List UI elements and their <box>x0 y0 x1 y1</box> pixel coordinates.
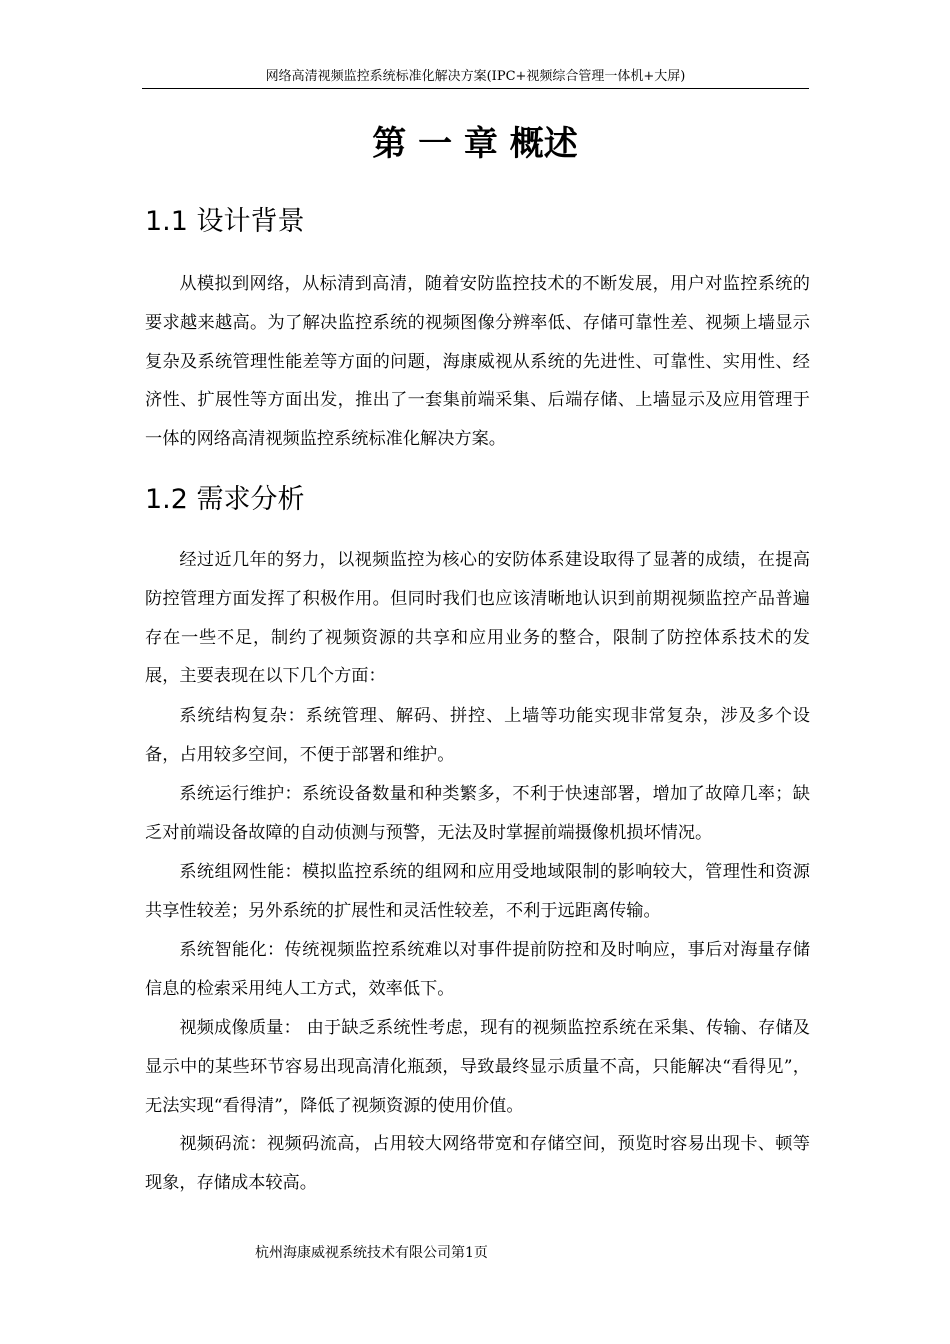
paragraph-system-maintenance: 系统运行维护：系统设备数量和种类繁多，不利于快速部署，增加了故障几率；缺乏对前端设备故障的自动侦测与预警，无法及时掌握前端摄像机损坏情况。 <box>145 784 810 843</box>
section-heading-requirements: 1.2 需求分析 <box>145 484 305 515</box>
paragraph-network-performance: 系统组网性能：模拟监控系统的组网和应用受地域限制的影响较大，管理性和资源共享性较差；另外系统的扩展性和灵活性较差，不利于远距离传输。 <box>145 862 810 921</box>
paragraph-system-structure: 系统结构复杂：系统管理、解码、拼控、上墙等功能实现非常复杂，涉及多个设备，占用较多空间，不便于部署和维护。 <box>145 706 810 765</box>
paragraph-intelligence: 系统智能化：传统视频监控系统难以对事件提前防控和及时响应，事后对海量存储信息的检索采用纯人工方式，效率低下。 <box>145 940 810 999</box>
paragraph-requirements-intro: 经过近几年的努力，以视频监控为核心的安防体系建设取得了显著的成绩，在提高防控管理方面发挥了积极作用。但同时我们也应该清晰地认识到前期视频监控产品普遍存在一些不足，制约了视频资源的共享和应用业务的整合，限制了防控体系技术的发展，主要表现在以下几个方面： <box>145 550 810 687</box>
paragraph-image-quality: 视频成像质量： 由于缺乏系统性考虑，现有的视频监控系统在采集、传输、存储及显示中的某些环节容易出现高清化瓶颈，导致最终显示质量不高，只能解决“看得见”，无法实现“看得清”，降低了视频资源的使用价值。 <box>145 1018 810 1116</box>
page-header: 网络高清视频监控系统标准化解决方案(IPC+视频综合管理一体机+大屏) <box>142 66 809 89</box>
chapter-title: 第 一 章 概述 <box>372 124 578 164</box>
page-footer: 杭州海康威视系统技术有限公司第1页 <box>255 1245 488 1261</box>
paragraph-design-background: 从模拟到网络，从标清到高清，随着安防监控技术的不断发展，用户对监控系统的要求越来越高。为了解决监控系统的视频图像分辨率低、存储可靠性差、视频上墙显示复杂及系统管理性能差等方面的问题，海康威视从系统的先进性、可靠性、实用性、经济性、扩展性等方面出发，推出了一套集前端采集、后端存储、上墙显示及应用管理于一体的网络高清视频监控系统标准化解决方案。 <box>145 274 810 450</box>
paragraph-video-bitrate: 视频码流：视频码流高，占用较大网络带宽和存储空间，预览时容易出现卡、顿等现象，存储成本较高。 <box>145 1134 810 1193</box>
section-heading-design-background: 1.1 设计背景 <box>145 206 305 237</box>
